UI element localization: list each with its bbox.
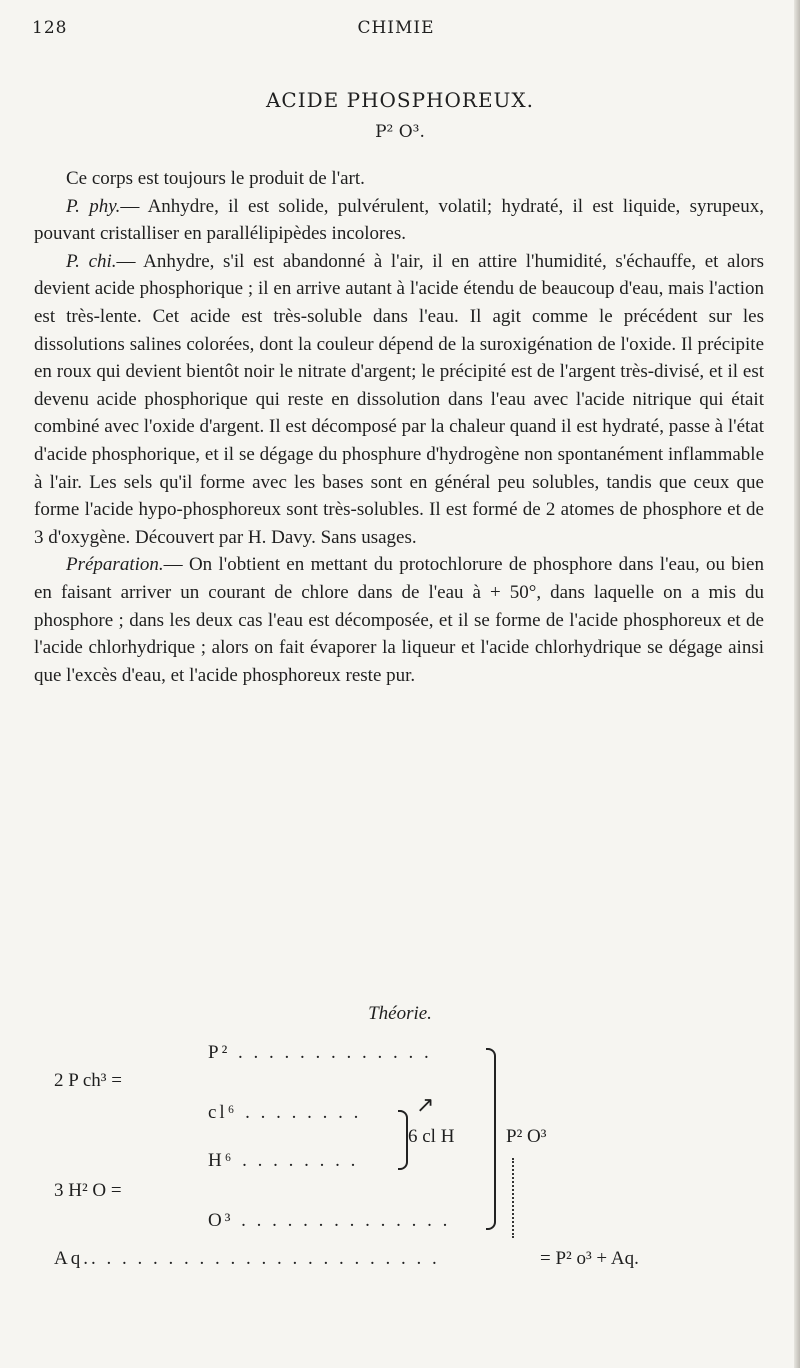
running-head: CHIMIE <box>357 18 435 38</box>
prep-text: — On l'obtient en mettant du protochlorure de phosphore dans l'eau, ou bien en faisant arriver un courant de chlore dans de l'eau à + 50°, dans laquelle on a mis du phosphore ; dans les deux cas l'eau est décomposée, et il se forme de l'acide phosphoreux et de l'acide chlorhydrique ; alors on fait évaporer la liqueur et l'acide chlorhydrique se dégage ainsi que l'excès d'eau, et l'acide phosphoreux reste pur. <box>34 554 764 686</box>
page-number: 128 <box>32 18 68 38</box>
phy-label: P. phy. <box>66 195 121 217</box>
theory-heading: Théorie. <box>368 1003 432 1024</box>
p2o3-product: P² O³ <box>506 1126 547 1147</box>
left-term-2: 3 H² O = <box>54 1180 122 1201</box>
section-title: ACIDE PHOSPHOREUX. <box>265 88 535 112</box>
phy-text: — Anhydre, il est solide, pulvérulent, volatil; hydraté, il est liquide, syrupeux, pouvant cristalliser en parallélipipèdes incolores. <box>34 195 764 245</box>
paragraph-physical <box>34 193 764 248</box>
prep-label: Préparation. <box>66 554 164 576</box>
page-header <box>32 18 760 48</box>
p2-line: P² . . . . . . . . . . . . . <box>208 1042 432 1063</box>
inner-brace <box>398 1110 408 1170</box>
body-text <box>34 165 764 689</box>
h6-line: H⁶ . . . . . . . . <box>208 1150 359 1171</box>
hcl-product: 6 cl H <box>408 1126 455 1147</box>
final-product: = P² o³ + Aq. <box>540 1248 639 1269</box>
outer-brace <box>486 1048 496 1230</box>
reaction-scheme <box>0 1030 800 1330</box>
left-term-1: 2 P ch³ = <box>54 1070 122 1091</box>
gas-arrow-icon: ↗ <box>416 1092 435 1117</box>
paragraph-chemical <box>34 248 764 552</box>
cl6-line: cl⁶ . . . . . . . . <box>208 1102 362 1123</box>
vertical-dots <box>512 1158 514 1238</box>
o3-line: O³ . . . . . . . . . . . . . . <box>208 1210 451 1231</box>
paragraph-intro <box>34 165 764 193</box>
paragraph-preparation <box>34 551 764 689</box>
aq-line: Aq.. . . . . . . . . . . . . . . . . . . . . . . <box>54 1248 440 1269</box>
chemical-formula: P² O³. <box>375 122 425 142</box>
chi-label: P. chi. <box>66 250 117 272</box>
chi-text: — Anhydre, s'il est abandonné à l'air, il en attire l'humidité, s'échauffe, et alors devient acide phosphorique ; il en arrive autant à l'acide étendu de beaucoup d'eau, mais l'action est très-lente. Cet acide est très-soluble dans l'eau. Il agit comme le précédent sur les dissolutions salines colorées, dont la couleur dépend de la suroxigénation de l'oxide. Il précipite en roux qui devient bientôt noir le nitrate d'argent; le précipité est de l'argent très-divisé, et il est devenu acide phosphorique qui reste en dissolution dans l'eau avec l'acide nitrique qui était combiné avec l'oxide d'argent. Il est décomposé par la chaleur quand il est hydraté, passe à l'état d'acide phosphorique, et il se dégage du phosphure d'hydrogène non spontanément inflammable à l'air. Les sels qu'il forme avec les bases sont en général peu solubles, tandis que ceux que forme l'acide hypo-phosphoreux sont très-solubles. Il est formé de 2 atomes de phosphore et de 3 d'oxygène. Découvert par H. Davy. Sans usages. <box>34 250 764 548</box>
intro-text: Ce corps est toujours le produit de l'art. <box>66 168 365 189</box>
